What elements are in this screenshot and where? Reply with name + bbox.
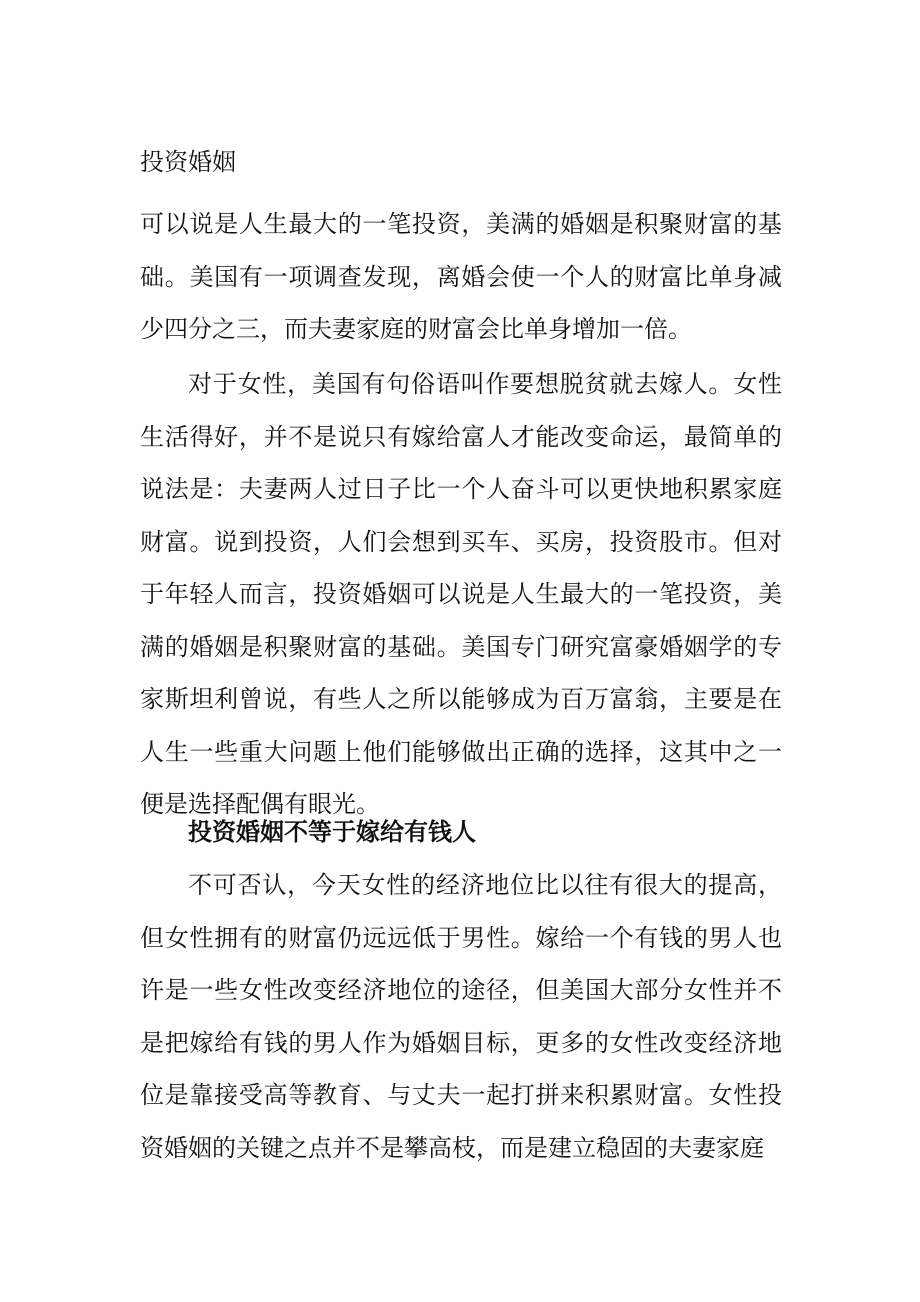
intro-paragraph: 可以说是人生最大的一笔投资，美满的婚姻是积聚财富的基础。美国有一项调查发现，离婚会使一个人的财富比单身减少四分之三，而夫妻家庭的财富会比单身增加一倍。 xyxy=(140,210,782,343)
section-heading: 投资婚姻不等于嫁给有钱人 xyxy=(188,817,476,846)
body-paragraph-2: 对于女性，美国有句俗语叫作要想脱贫就去嫁人。女性生活得好，并不是说只有嫁给富人才能改变命运，最简单的说法是：夫妻两人过日子比一个人奋斗可以更快地积累家庭财富。说到投资，人们会想到买车、买房，投资股市。但对于年轻人而言，投资婚姻可以说是人生最大的一笔投资，美满的婚姻是积聚财富的基础。美国专门研究富豪婚姻学的专家斯坦利曾说，有些人之所以能够成为百万富翁，主要是在人生一些重大问题上他们能够做出正确的选择，这其中之一便是选择配偶有眼光。 xyxy=(140,370,782,818)
body-paragraph-3: 不可否认，今天女性的经济地位比以往有很大的提高，但女性拥有的财富仍远远低于男性。嫁给一个有钱的男人也许是一些女性改变经济地位的途径，但美国大部分女性并不是把嫁给有钱的男人作为婚姻目标，更多的女性改变经济地位是靠接受高等教育、与丈夫一起打拼来积累财富。女性投资婚姻的关键之点并不是攀高枝，而是建立稳固的夫妻家庭 xyxy=(140,871,782,1162)
document-title: 投资婚姻 xyxy=(140,148,236,176)
